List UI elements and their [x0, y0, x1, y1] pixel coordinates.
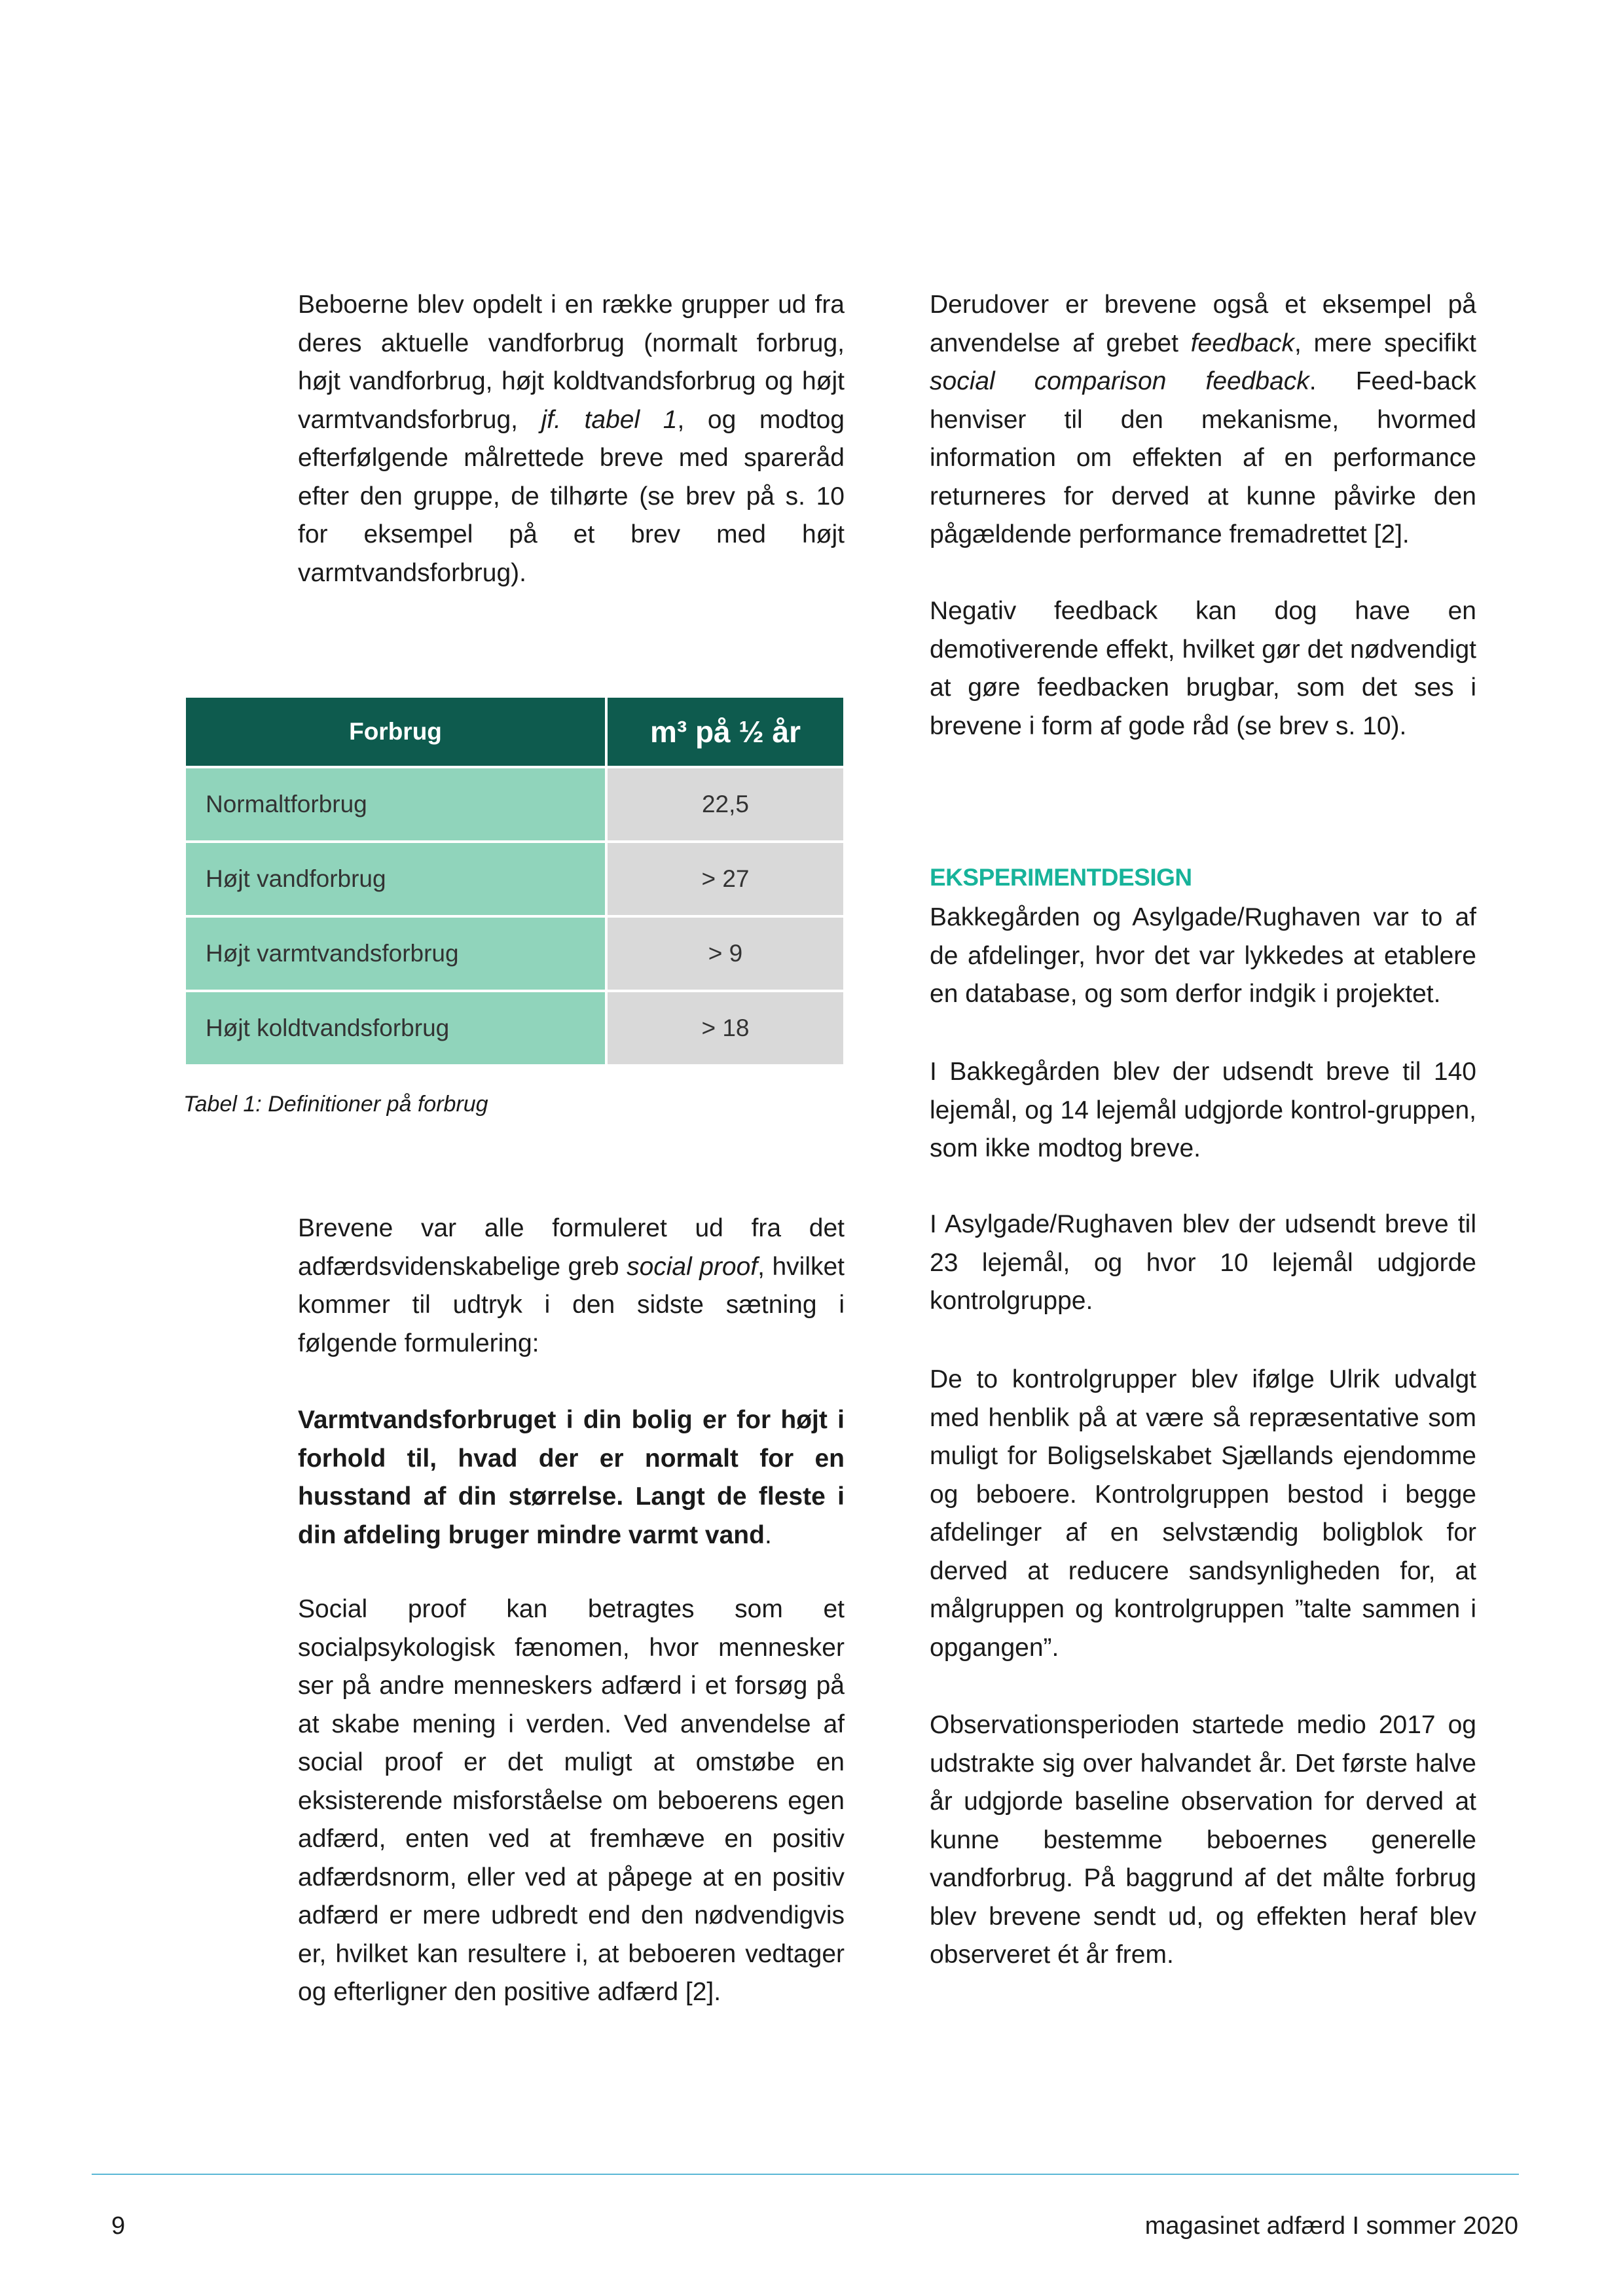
right-paragraph-feedback	[930, 286, 1476, 554]
right-paragraph-asylgade: I Asylgade/Rughaven blev der udsendt breve til 23 lejemål, og hvor 10 lejemål udgjorde kontrolgruppe.	[930, 1210, 1476, 1315]
quote-paragraph	[298, 1401, 845, 1554]
table-row	[186, 843, 843, 915]
right-paragraph-control-groups: De to kontrolgrupper blev ifølge Ulrik udvalgt med henblik på at være så repræsentative som muligt for Boligselskabet Sjællands ejendomme og beboere. Kontrolgruppen bestod i begge afdelinger af en selvstændig boligblok for derved at reducere sandsynligheden for, at målgruppen og kontrolgruppen ”talte sammen i opgangen”.	[930, 1365, 1476, 1662]
emphasis-text: jf. tabel 1	[541, 405, 678, 434]
footer-divider	[92, 2174, 1519, 2175]
text-run: Beboerne blev opdelt i en række grupper ud fra deres aktuelle vandforbrug (normalt forbrug, højt vandforbrug, højt koldtvandsforbrug og højt varmtvandsforbrug,	[298, 291, 845, 434]
table-caption: Tabel 1: Definitioner på forbrug	[183, 1092, 488, 1117]
text-run: , og modtog efterfølgende målrettede breve med spareråd efter den gruppe, de tilhørte (se brev på s. 10 for eksempel på et brev med højt varmtvandsforbrug).	[298, 405, 845, 587]
right-paragraph-departments: Bakkegården og Asylgade/Rughaven var to af de afdelinger, hvor det var lykkedes at etablere en database, og som derfor indgik i projektet.	[930, 903, 1476, 1008]
section-heading: EKSPERIMENTDESIGN	[930, 864, 1192, 891]
consumption-table	[183, 695, 846, 1067]
text-run: . Feed-back henviser til den mekanisme, hvormed information om effekten af en performance returneres for derved at kunne påvirke den pågældende performance fremadrettet [2].	[930, 367, 1476, 548]
emphasis-text: social proof	[627, 1252, 758, 1281]
table-cell-label: Højt koldtvandsforbrug	[186, 992, 605, 1064]
table-cell-value: 22,5	[608, 768, 843, 840]
right-paragraph-bakkegaarden: I Bakkegården blev der udsendt breve til 140 lejemål, og 14 lejemål udgjorde kontrol-gruppen, som ikke modtog breve.	[930, 1058, 1476, 1162]
table-row	[186, 918, 843, 990]
publication-footer: magasinet adfærd I sommer 2020	[1144, 2212, 1518, 2240]
quote-end: .	[764, 1520, 772, 1549]
quote-text: Varmtvandsforbruget i din bolig er for højt i forhold til, hvad der er normalt for en husstand af din størrelse. Langt de fleste i din afdeling bruger mindre varmt vand	[298, 1406, 845, 1549]
left-paragraph-letters	[298, 1210, 845, 1363]
emphasis-text: feedback	[1190, 329, 1295, 357]
text-run: , mere specifikt	[1294, 329, 1476, 357]
text-run: Derudover er brevene også et eksempel på anvendelse af grebet	[930, 291, 1476, 357]
table-row	[186, 768, 843, 840]
table-cell-label: Normaltforbrug	[186, 768, 605, 840]
right-paragraph-negative-feedback: Negativ feedback kan dog have en demotiverende effekt, hvilket gør det nødvendigt at gøre feedbacken brugbar, som det ses i brevene i form af gode råd (se brev s. 10).	[930, 597, 1476, 740]
text-run: , hvilket kommer til udtryk i den sidste sætning i følgende formulering:	[298, 1252, 845, 1357]
right-paragraph-observation: Observationsperioden startede medio 2017 og udstrakte sig over halvandet år. Det første halve år udgjorde baseline observation for derved at kunne bestemme beboernes generelle vandforbrug. På baggrund af det målte forbrug blev brevene sendt ud, og effekten heraf blev observeret ét år frem.	[930, 1711, 1476, 1969]
text-run: Brevene var alle formuleret ud fra det adfærdsvidenskabelige greb	[298, 1214, 845, 1281]
table-cell-value: > 27	[608, 843, 843, 915]
table-cell-label: Højt vandforbrug	[186, 843, 605, 915]
table-cell-value: > 9	[608, 918, 843, 990]
table-row	[186, 992, 843, 1064]
left-paragraph-social-proof: Social proof kan betragtes som et socialpsykologisk fænomen, hvor mennesker ser på andre menneskers adfærd i et forsøg på at skabe mening i verden. Ved anvendelse af social proof er det muligt at omstøbe en eksisterende misforståelse om beboerens egen adfærd, enten ved at fremhæve en positiv adfærdsnorm, eller ved at påpege at en positiv adfærd er mere udbredt end den nødvendigvis er, hvilket kan resultere i, at beboeren vedtager og efterligner den positive adfærd [2].	[298, 1595, 845, 2006]
left-paragraph-intro	[298, 286, 845, 592]
table-cell-value: > 18	[608, 992, 843, 1064]
table-cell-label: Højt varmtvandsforbrug	[186, 918, 605, 990]
table-header-row	[186, 698, 843, 766]
table-header-forbrug: Forbrug	[186, 698, 605, 766]
page-number: 9	[111, 2212, 126, 2240]
emphasis-text: social comparison feedback	[930, 367, 1309, 395]
table-header-volume: m³ på ½ år	[608, 698, 843, 766]
